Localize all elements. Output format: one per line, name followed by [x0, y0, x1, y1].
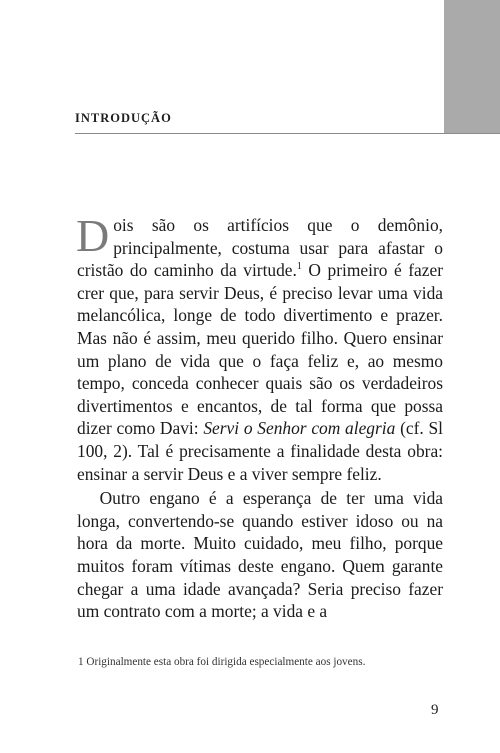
page-number: 9	[431, 702, 439, 718]
drop-cap: D	[76, 210, 110, 261]
paragraph-1-end: (cf. Sl 100, 2). Tal é precisamente a finalidade desta obra: ensinar a servir Deus e a viver sempre feliz.	[77, 418, 443, 484]
paragraph-1-middle: O primeiro é fazer crer que, para servir Deus, é preciso levar uma vida melancólica, longe de todo divertimento e prazer. Mas não é assim, meu querido filho. Quero ensinar um plano de vida que o faça feliz e, ao mesmo tempo, conceda conhecer quais são os verdadeiros divertimentos e encantos, de tal forma que possa dizer como Davi:	[77, 260, 443, 439]
thumb-tab-marker	[444, 0, 500, 134]
paragraph-1-start: ois são os artifícios que o demônio, principalmente, costuma usar para afastar o cristão do caminho da virtude.	[77, 215, 443, 281]
paragraph-1	[76, 210, 443, 485]
footnote-reference[interactable]: 1	[296, 261, 302, 273]
scripture-quote: Servi o Senhor com alegria	[203, 418, 396, 439]
main-text	[76, 210, 443, 623]
header-rule	[75, 133, 500, 134]
paragraph-2: Outro engano é a esperança de ter uma vida longa, convertendo-se quando estiver idoso ou na hora da morte. Muito cuidado, meu filho, porque muitos foram vítimas deste engano. Quem garante chegar a uma idade avançada? Seria preciso fazer um contrato com a morte; a vida e a	[77, 488, 443, 622]
footnote: 1 Originalmente esta obra foi dirigida especialmente aos jovens.	[78, 656, 366, 668]
running-head: INTRODUÇÃO	[75, 111, 172, 125]
